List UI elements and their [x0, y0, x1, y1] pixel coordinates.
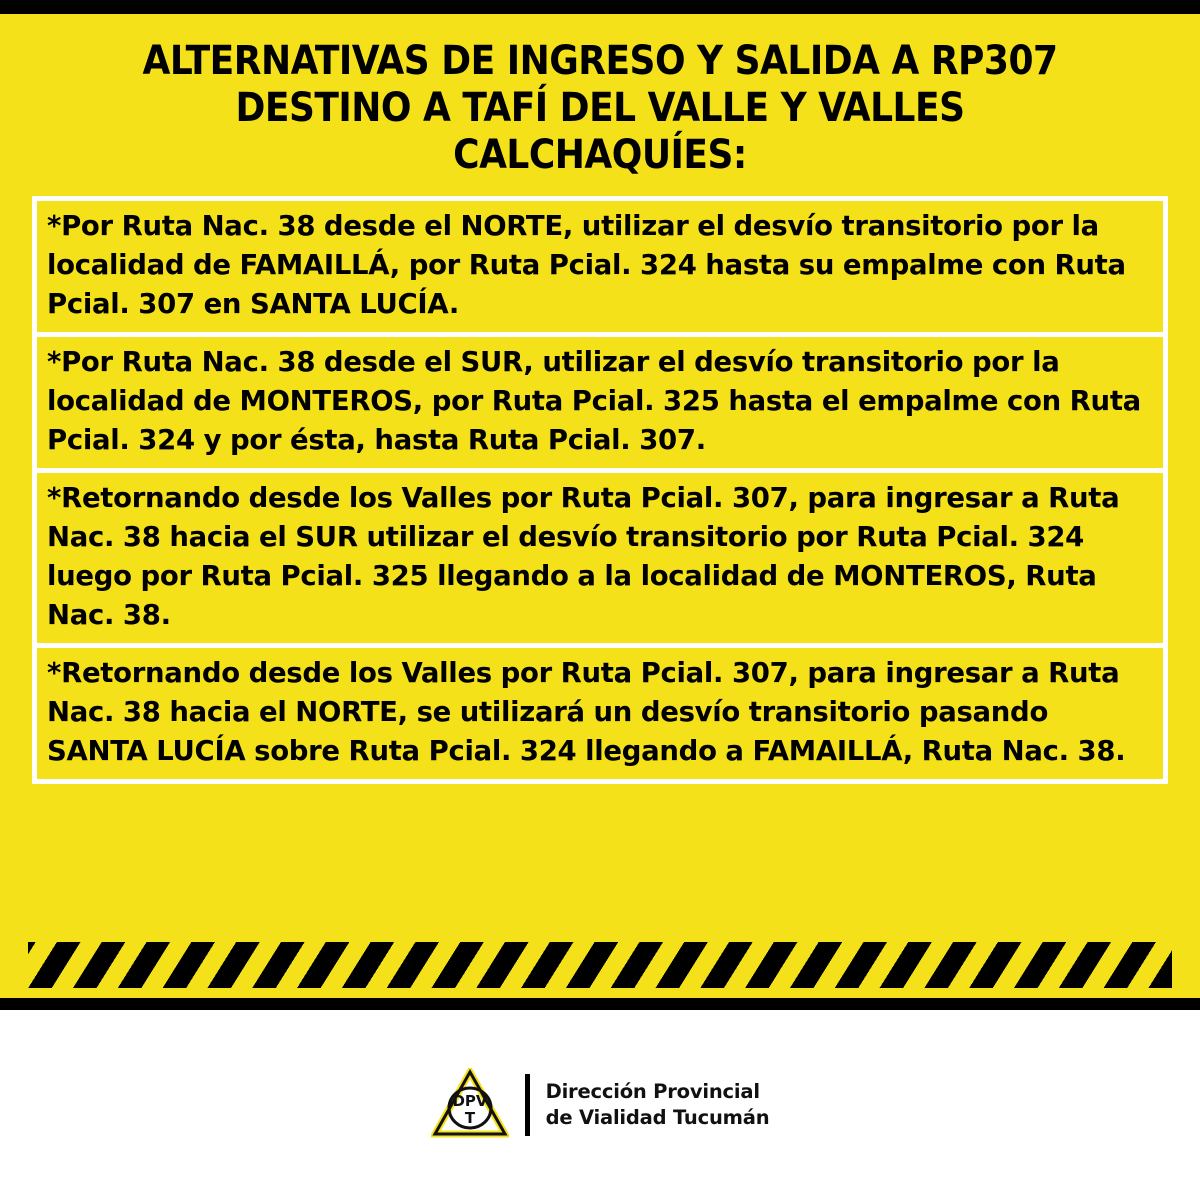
instruction-text: *Por Ruta Nac. 38 desde el NORTE, utilizar el desvío transitorio por la localidad de FAMAILLÁ, por Ruta Pcial. 324 hasta su empalme con Ruta Pcial. 307 en SANTA LUCÍA.	[47, 209, 1126, 320]
instruction-text: *Retornando desde los Valles por Ruta Pcial. 307, para ingresar a Ruta Nac. 38 hacia el SUR utilizar el desvío transitorio por Ruta Pcial. 324 luego por Ruta Pcial. 325 llegando a la localidad de MONTEROS, Ruta Nac. 38.	[47, 481, 1120, 631]
instruction-item	[37, 648, 1163, 779]
page-title	[50, 38, 1150, 180]
instruction-item	[37, 473, 1163, 648]
footer-divider	[525, 1074, 530, 1136]
footer-content	[431, 1068, 770, 1142]
instruction-item	[37, 201, 1163, 337]
organization-name-line-1: Dirección Provincial	[545, 1080, 760, 1104]
hazard-stripe-pattern	[28, 942, 1172, 988]
footer	[0, 1010, 1200, 1200]
poster-bottom-border	[0, 998, 1200, 1010]
title-line-3: CALCHAQUÍES:	[453, 132, 747, 179]
organization-name	[546, 1079, 770, 1130]
title-line-2: DESTINO A TAFÍ DEL VALLE Y VALLES	[235, 85, 965, 132]
instruction-list	[32, 196, 1168, 785]
svg-text:DPV: DPV	[452, 1092, 488, 1110]
hazard-stripe-decoration	[28, 942, 1172, 988]
title-line-1: ALTERNATIVAS DE INGRESO Y SALIDA A RP307	[142, 38, 1058, 84]
instruction-text: *Retornando desde los Valles por Ruta Pcial. 307, para ingresar a Ruta Nac. 38 hacia el NORTE, se utilizará un desvío transitorio pasando SANTA LUCÍA sobre Ruta Pcial. 324 llegando a FAMAILLÁ, Ruta Nac. 38.	[47, 657, 1126, 768]
organization-name-line-2: de Vialidad Tucumán	[545, 1106, 770, 1129]
instruction-text: *Por Ruta Nac. 38 desde el SUR, utilizar el desvío transitorio por la localidad de MONTEROS, por Ruta Pcial. 325 hasta el empalme con Ruta Pcial. 324 y por ésta, hasta Ruta Pcial. 307.	[47, 345, 1141, 456]
poster-top-border	[0, 0, 1200, 14]
instruction-item	[37, 337, 1163, 473]
svg-text:T: T	[464, 1109, 475, 1127]
dpv-logo-icon	[431, 1068, 509, 1142]
